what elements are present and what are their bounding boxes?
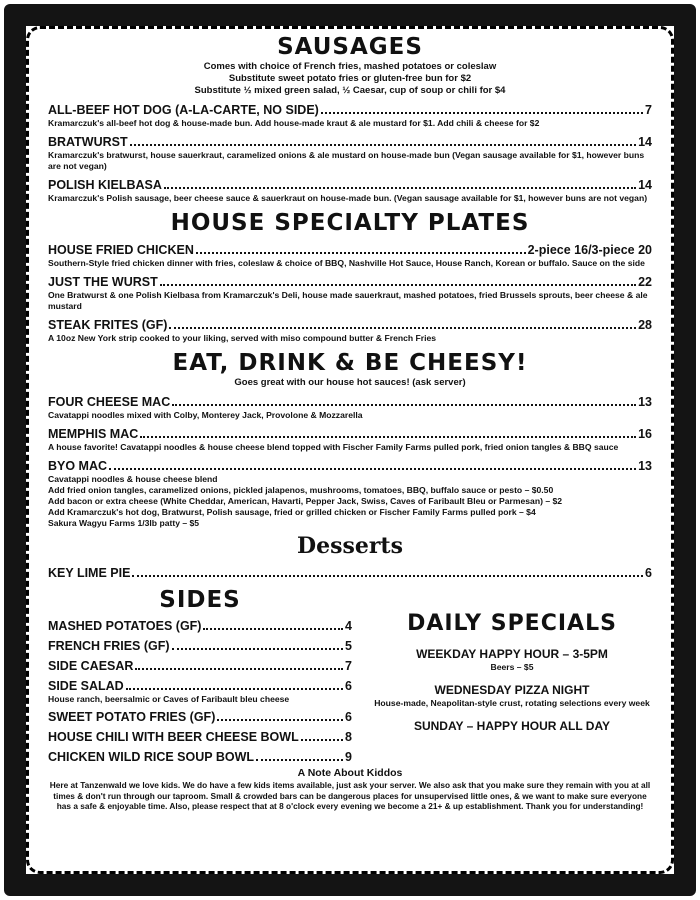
item-price: 22 bbox=[638, 275, 652, 289]
item-name: SIDE SALAD bbox=[48, 679, 124, 693]
item-price: 4 bbox=[345, 619, 352, 633]
item-name: FRENCH FRIES (GF) bbox=[48, 639, 170, 653]
item-price: 13 bbox=[638, 395, 652, 409]
menu-item-hot-dog bbox=[48, 102, 652, 129]
dot-leader bbox=[172, 404, 636, 406]
side-item bbox=[48, 749, 352, 765]
menu-item-memphis-mac bbox=[48, 426, 652, 453]
dot-leader bbox=[109, 468, 636, 470]
item-name: HOUSE CHILI WITH BEER CHEESE BOWL bbox=[48, 730, 299, 744]
side-item bbox=[48, 678, 352, 705]
sausages-note: Comes with choice of French fries, mashed potatoes or coleslaw bbox=[203, 61, 497, 72]
dot-leader bbox=[132, 575, 643, 577]
item-name: ALL-BEEF HOT DOG (A-LA-CARTE, NO SIDE) bbox=[48, 103, 319, 117]
menu-item-byo-mac bbox=[48, 458, 652, 529]
section-title-sides: SIDES bbox=[159, 587, 241, 613]
item-description: Kramarczuk's Polish sausage, beer cheese sauce & sauerkraut on house-made bun. (Vegan sausage available for $1, however buns are not vegan) bbox=[48, 193, 648, 203]
item-name: CHICKEN WILD RICE SOUP BOWL bbox=[48, 750, 255, 764]
item-price: 7 bbox=[645, 103, 652, 117]
dot-leader bbox=[126, 688, 343, 690]
item-price: 7 bbox=[345, 659, 352, 673]
section-sides bbox=[48, 583, 352, 765]
side-item bbox=[48, 709, 352, 725]
item-price: 14 bbox=[638, 135, 652, 149]
section-title-sausages: SAUSAGES bbox=[277, 34, 423, 60]
special-name: WEDNESDAY PIZZA NIGHT bbox=[434, 683, 590, 697]
item-price: 13 bbox=[638, 459, 652, 473]
dot-leader bbox=[301, 739, 343, 741]
section-daily-specials bbox=[352, 583, 652, 765]
item-name: FOUR CHEESE MAC bbox=[48, 395, 171, 409]
item-price: 6 bbox=[345, 679, 352, 693]
section-specialty-plates bbox=[48, 210, 652, 344]
item-price: 28 bbox=[638, 318, 652, 332]
item-name: STEAK FRITES (GF) bbox=[48, 318, 168, 332]
item-description: One Bratwurst & one Polish Kielbasa from Kramarczuk's Deli, house made sauerkraut, mashed potatoes, fried Brussels sprouts, beer cheese & ale mustard bbox=[48, 290, 648, 311]
section-mac bbox=[48, 350, 652, 529]
dot-leader bbox=[321, 112, 643, 114]
sausages-note: Substitute ½ mixed green salad, ½ Caesar, cup of soup or chili for $4 bbox=[194, 85, 506, 96]
item-price: 6 bbox=[345, 710, 352, 724]
item-name: HOUSE FRIED CHICKEN bbox=[48, 243, 194, 257]
dot-leader bbox=[196, 252, 526, 254]
section-desserts bbox=[48, 533, 652, 581]
menu-item-four-cheese-mac bbox=[48, 394, 652, 421]
dot-leader bbox=[130, 144, 636, 146]
item-name: BRATWURST bbox=[48, 135, 128, 149]
item-name: JUST THE WURST bbox=[48, 275, 158, 289]
section-title-mac: EAT, DRINK & BE CHEESY! bbox=[172, 350, 528, 376]
menu-item-polish-kielbasa bbox=[48, 177, 652, 204]
dot-leader bbox=[217, 719, 343, 721]
menu-page bbox=[48, 34, 652, 864]
menu-item-bratwurst bbox=[48, 134, 652, 172]
special-detail: Beers – $5 bbox=[490, 662, 534, 672]
special-detail: House-made, Neapolitan-style crust, rotating selections every week bbox=[374, 698, 650, 708]
dot-leader bbox=[169, 327, 636, 329]
item-name: POLISH KIELBASA bbox=[48, 178, 162, 192]
section-title-daily-specials: DAILY SPECIALS bbox=[407, 611, 617, 636]
side-item bbox=[48, 638, 352, 654]
item-name: KEY LIME PIE bbox=[48, 566, 131, 580]
item-description: Cavatappi noodles & house cheese blend bbox=[48, 474, 218, 484]
kiddos-body: Here at Tanzenwald we love kids. We do have a few kids items available, just ask your server. We also ask that you make sure they remain with you at all times & don't run through our taproom. Small & crowded bars can be dangerous places for unsupervised little ones, & we want to make sure everyone has a safe & enjoyable time. Also, please respect that at 8 o'clock every evening we become a 21+ & up establishment. Thank you for understanding! bbox=[49, 780, 651, 811]
kiddos-note bbox=[48, 767, 652, 812]
menu-item-fried-chicken bbox=[48, 242, 652, 269]
section-title-desserts: Desserts bbox=[297, 533, 403, 559]
item-price: 9 bbox=[345, 750, 352, 764]
item-name: SWEET POTATO FRIES (GF) bbox=[48, 710, 216, 724]
side-item bbox=[48, 658, 352, 674]
sides-and-specials bbox=[48, 583, 652, 765]
dot-leader bbox=[160, 284, 636, 286]
item-price: 2-piece 16/3-piece 20 bbox=[527, 243, 652, 257]
dot-leader bbox=[135, 668, 343, 670]
sausages-note: Substitute sweet potato fries or gluten-free bun for $2 bbox=[228, 73, 472, 84]
section-title-specialty: HOUSE SPECIALTY PLATES bbox=[170, 210, 530, 236]
item-price: 6 bbox=[645, 566, 652, 580]
dot-leader bbox=[203, 628, 343, 630]
menu-item-key-lime-pie bbox=[48, 565, 652, 581]
item-name: MEMPHIS MAC bbox=[48, 427, 139, 441]
side-item bbox=[48, 729, 352, 745]
item-name: SIDE CAESAR bbox=[48, 659, 134, 673]
menu-item-steak-frites bbox=[48, 317, 652, 344]
item-description: A house favorite! Cavatappi noodles & house cheese blend topped with Fischer Family Farms pulled pork, fried onion tangles & BBQ sauce bbox=[48, 442, 619, 452]
dot-leader bbox=[164, 187, 636, 189]
item-description: House ranch, beersalmic or Caves of Faribault bleu cheese bbox=[48, 694, 290, 704]
kiddos-title: A Note About Kiddos bbox=[297, 767, 403, 779]
dot-leader bbox=[140, 436, 636, 438]
item-price: 14 bbox=[638, 178, 652, 192]
item-description: Kramarczuk's bratwurst, house sauerkraut, caramelized onions & ale mustard on house-made bun (Vegan sausage available for $1, however buns are not vegan) bbox=[48, 150, 645, 171]
byo-addon: Add bacon or extra cheese (White Cheddar, American, Havarti, Pepper Jack, Swiss, Caves of Faribault Bleu or Parmesan) – $2 bbox=[48, 496, 563, 506]
item-description: Kramarczuk's all-beef hot dog & house-made bun. Add house-made kraut & ale mustard for $1. Add chili & cheese for $2 bbox=[48, 118, 540, 128]
item-price: 16 bbox=[638, 427, 652, 441]
dot-leader bbox=[256, 759, 343, 761]
item-description: Cavatappi noodles mixed with Colby, Monterey Jack, Provolone & Mozzarella bbox=[48, 410, 363, 420]
mac-note: Goes great with our house hot sauces! (ask server) bbox=[234, 377, 466, 388]
item-description: Southern-Style fried chicken dinner with fries, coleslaw & choice of BBQ, Nashville Hot Sauce, House Ranch, Korean or buffalo. Sauce on the side bbox=[48, 258, 645, 268]
item-name: BYO MAC bbox=[48, 459, 108, 473]
item-name: MASHED POTATOES (GF) bbox=[48, 619, 202, 633]
item-description: A 10oz New York strip cooked to your liking, served with miso compound butter & French Fries bbox=[48, 333, 437, 343]
byo-addon: Add Kramarczuk's hot dog, Bratwurst, Polish sausage, fried or grilled chicken or Fischer Family Farms pulled pork – $4 bbox=[48, 507, 536, 517]
special-name: WEEKDAY HAPPY HOUR – 3-5PM bbox=[416, 647, 608, 661]
section-sausages bbox=[48, 34, 652, 204]
item-price: 8 bbox=[345, 730, 352, 744]
menu-item-just-the-wurst bbox=[48, 274, 652, 312]
item-price: 5 bbox=[345, 639, 352, 653]
byo-addon: Add fried onion tangles, caramelized onions, pickled jalapenos, mushrooms, tomatoes, BBQ, buffalo sauce or pesto – $0.50 bbox=[48, 485, 554, 495]
dot-leader bbox=[172, 648, 344, 650]
byo-addon: Sakura Wagyu Farms 1/3lb patty – $5 bbox=[48, 518, 200, 528]
side-item bbox=[48, 618, 352, 634]
special-name: SUNDAY – HAPPY HOUR ALL DAY bbox=[413, 719, 611, 733]
